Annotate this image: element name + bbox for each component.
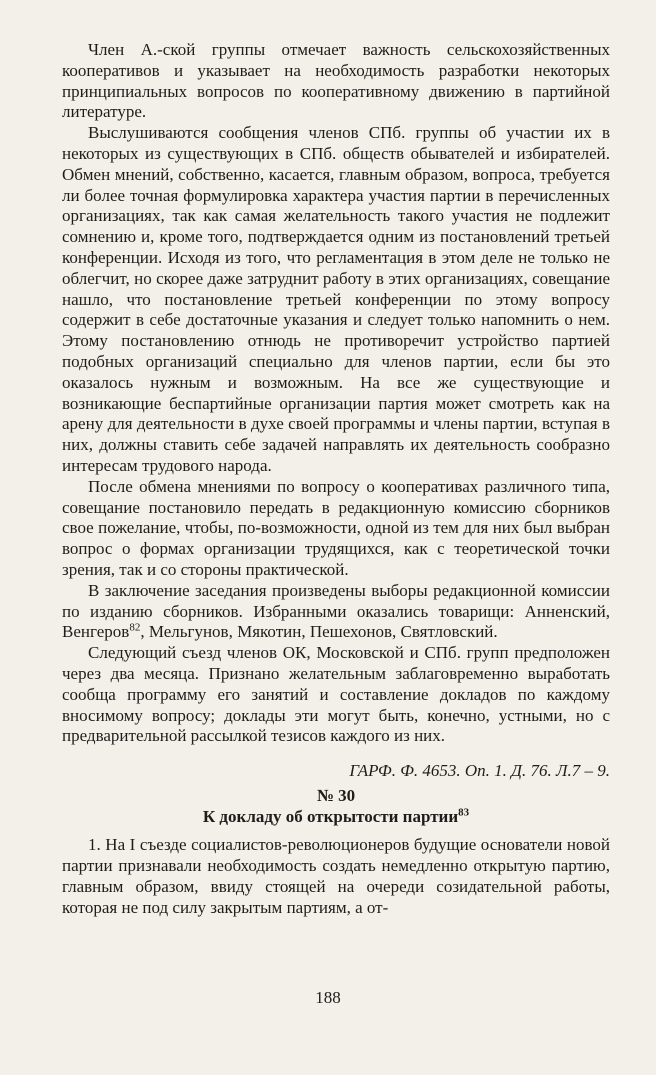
page-text — [62, 40, 610, 1050]
paragraph-commission-text: В заключение заседания произведены выборы редакционной комиссии по изданию сборников. Избранными оказались товарищи: Анненский, Венгеров — [62, 580, 610, 642]
document-title-text: К докладу об открытости партии — [202, 806, 459, 826]
document-title — [62, 807, 610, 828]
paragraph-first-congress: 1. На I съезде социалистов-революционеров будущие основатели новой партии признавали необходимость создать немедленно открытую партию, главным образом, ввиду стоящей на очереди созидательной работы, которая не под силу закрытым партиям, а от- — [62, 835, 610, 917]
paragraph-cooperative-types: После обмена мнениями по вопросу о кооперативах различного типа, совещание постановило передать в редакционную комиссию сборников свое пожелание, чтобы, по-возможности, одной из тем для них был выбран вопрос о формах организации трудящихся, как с теоретической точки зрения, так и со стороны практической. — [62, 476, 610, 579]
document-number: № 30 — [316, 785, 356, 805]
paragraph-next-congress: Следующий съезд членов ОК, Московской и СПб. групп предположен через два месяца. Признано желательным заблаговременно выработать сообща программу его занятий и составление докладов по каждому вносимому вопросу; доклады эти могут быть, конечно, устными, но с предварительной рассылкой тезисов каждого из них. — [62, 643, 610, 746]
archive-citation: ГАРФ. Ф. 4653. Оп. 1. Д. 76. Л.7 – 9. — [349, 761, 610, 781]
paragraph-spb-group: Выслушиваются сообщения членов СПб. группы об участии их в некоторых из существующих в СПб. обществ обывателей и избирателей. Обмен мнений, собственно, касается, главным образом, вопроса, требуется ли более точная формулировка характера участия партии в перечисленных организациях, так как самая желательность такого участия не подлежит сомнению и, кроме того, подтверждается одним из постановлений третьей конференции. Исходя из того, что регламентация в этом деле не только не облегчит, но скорее даже затруднит работу в этих организациях, совещание нашло, что постановление третьей конференции по этому вопросу содержит в себе достаточные указания и следует только напомнить о нем. Этому постановлению отнюдь не противоречит устройство партией подобных организаций специально для членов партии, если бы это оказалось нужным и возможным. На все же существующие и возникающие беспартийные организации партия может смотреть как на арену для деятельности в духе своей программы и члены партии, вступая в них, должны ставить себе задачей направлять их деятельность сообразно интересам трудового народа. — [62, 123, 610, 475]
paragraph-commission-names: , Мельгунов, Мякотин, Пешехонов, Святловский. — [140, 622, 498, 642]
paragraph-cooperatives-member: Член А.-ской группы отмечает важность сельскохозяйственных кооперативов и указывает на необходимость разработки некоторых принципиальных вопросов по кооперативному движению в партийной литературе. — [62, 40, 610, 122]
page-number: 188 — [315, 988, 341, 1007]
footnote-ref-82: 82 — [129, 621, 141, 634]
footnote-ref-83: 83 — [458, 806, 470, 819]
paragraph-commission-election — [62, 581, 610, 643]
